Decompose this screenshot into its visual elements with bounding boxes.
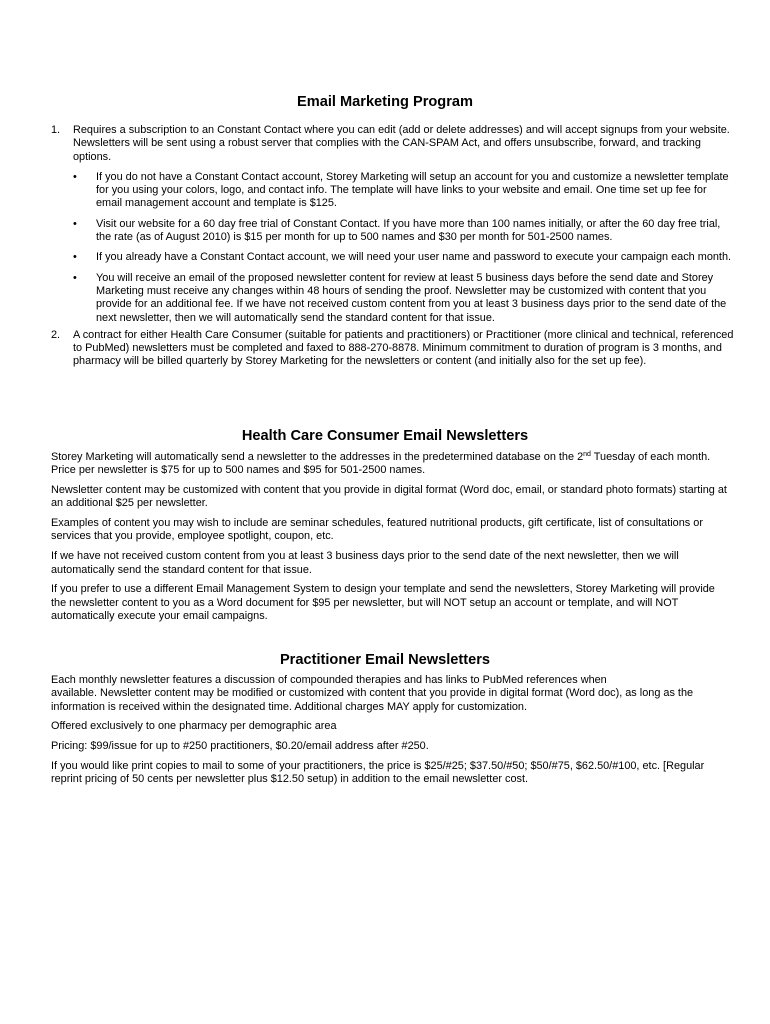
bullet-icon: • <box>73 271 77 284</box>
hcc-paragraph-schedule <box>51 451 731 478</box>
bullet-text: Visit our website for a 60 day free trial of Constant Contact. If you have more than 100 names initially, or after the 60 day free trial, the rate (as of August 2010) is $15 per month for up to 500 names and $30 per month for 501-2500 names. <box>96 217 721 244</box>
bullet-item-review-proof <box>73 272 734 325</box>
bullet-text: You will receive an email of the proposed newsletter content for review at least 5 business days before the send date and Storey Marketing must receive any changes within 48 hours of sending the proof. Newsletter may be customized with content that you provide for an additional fee. If we have not received custom content from you at least 3 business days prior to the send date of the next newsletter, then we will automatically send the standard content for that issue. <box>96 271 727 324</box>
practitioner-paragraph-features <box>51 674 731 714</box>
bullet-item-existing-account <box>73 251 734 264</box>
hcc-paragraph-other-system: If you prefer to use a different Email Management System to design your template and send the newsletters, Storey Marketing will provide the newsletter content to you as a Word document for $95 per newsletter, but will NOT setup an account or template, and will NOT automatically execute your email campaigns. <box>51 583 715 622</box>
ordered-list-item-1 <box>0 124 734 325</box>
bullet-item-new-account <box>73 171 734 211</box>
practitioner-heading: Practitioner Email Newsletters <box>279 652 491 668</box>
list-item-text: A contract for either Health Care Consumer (suitable for patients and practitioners) or Practitioner (more clinical and technical, referenced to PubMed) newsletters must be completed and faxed to 888-270-8878. Minimum commitment to duration of program is 3 months, and pharmacy will be billed quarterly by Storey Marketing for the newsletters or content (and initially also for the set up fee). <box>73 328 734 368</box>
health-care-consumer-heading: Health Care Consumer Email Newsletters <box>241 428 529 444</box>
list-item-text: Requires a subscription to an Constant Contact where you can edit (add or delete addresses) and will accept signups from your website. Newsletters will be sent using a robust server that complies with the CAN-SPAM Act, and offers unsubscribe, forward, and tracking options. <box>73 124 730 163</box>
hcc-p1-text: Storey Marketing will automatically send a newsletter to the addresses in the predetermined database on the 2 <box>51 451 584 463</box>
practitioner-section <box>51 674 731 793</box>
hcc-paragraph-examples: Examples of content you may wish to include are seminar schedules, featured nutritional products, gift certificate, list of consultations or services that you provide, employee spotlight, coupon, etc. <box>51 517 703 543</box>
hcc-paragraph-standard-content: If we have not received custom content from you at least 3 business days prior to the send date of the next newsletter, then we will automatically send the standard content for that issue. <box>51 550 679 576</box>
bullet-text: If you already have a Constant Contact account, we will need your user name and password to execute your campaign each month. <box>96 251 732 264</box>
practitioner-p1-line1: Each monthly newsletter features a discussion of compounded therapies and has links to PubMed references when <box>51 674 607 686</box>
bullet-list <box>73 171 734 325</box>
bullet-icon: • <box>73 251 77 264</box>
practitioner-paragraph-print-copies: If you would like print copies to mail to some of your practitioners, the price is $25/#25; $37.50/#50; $50/#75, $62.50/#100, etc. [Regular reprint pricing of 50 cents per newsletter plus $12.50 setup) in addition to the email newsletter cost. <box>51 759 705 786</box>
email-program-ordered-list <box>0 124 770 369</box>
bullet-icon: • <box>73 170 77 183</box>
list-number: 1. <box>51 124 61 136</box>
practitioner-paragraph-pricing: Pricing: $99/issue for up to #250 practitioners, $0.20/email address after #250. <box>51 740 429 753</box>
ordinal-suffix: nd <box>583 451 591 458</box>
email-marketing-program-heading: Email Marketing Program <box>297 94 473 110</box>
bullet-icon: • <box>73 217 77 230</box>
health-care-consumer-section <box>51 451 731 630</box>
bullet-text: If you do not have a Constant Contact account, Storey Marketing will setup an account for you and customize a newsletter template for you using your colors, logo, and contact info. The template will have links to your website and email. One time set up fee for email management account and template is $125. <box>96 170 729 210</box>
ordered-list-item-2 <box>0 329 734 369</box>
bullet-item-free-trial <box>73 218 734 245</box>
hcc-paragraph-customization: Newsletter content may be customized with content that you provide in digital format (Word doc, email, or standard photo formats) starting at an additional $25 per newsletter. <box>51 484 727 510</box>
hcc-p1-text-cont: Tuesday of each month. Price per newsletter is $75 for up to 500 names and $95 for 501-2500 names. <box>51 451 711 477</box>
list-number: 2. <box>51 328 61 341</box>
practitioner-p1-rest: available. Newsletter content may be modified or customized with content that you provide in digital format (Word doc), as long as the information is received within the designated time. Additional charges MAY apply for customization. <box>51 687 694 713</box>
practitioner-paragraph-exclusive: Offered exclusively to one pharmacy per demographic area <box>51 720 337 733</box>
